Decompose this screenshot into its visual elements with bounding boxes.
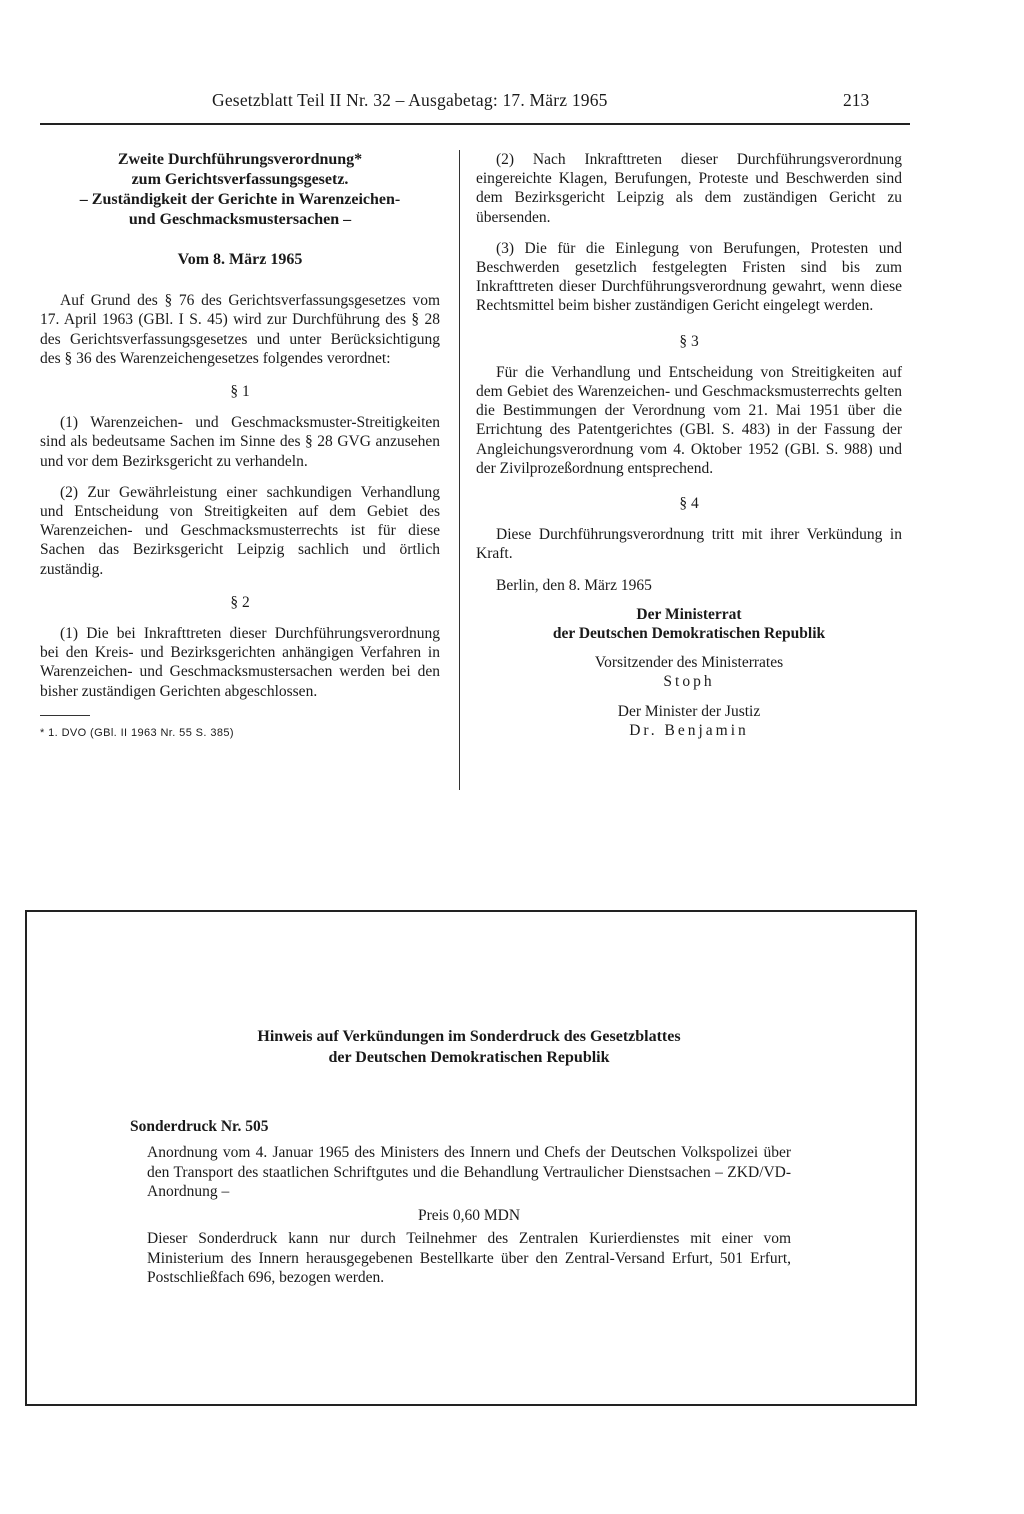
special-print-price: Preis 0,60 MDN [417,1206,521,1224]
section-1-heading: § 1 [230,383,250,401]
place-and-date: Berlin, den 8. März 1965 [496,576,652,594]
section-2-paragraph-2: (2) Nach Inkrafttreten dieser Durchführungsverordnung eingereichte Klagen, Berufungen, Proteste und Beschwerden sind dem Bezirksgericht Leipzig als dem zuständigen Gericht zu übersenden. [476,151,902,226]
decree-title [40,150,440,230]
footnote: * 1. DVO (GBl. II 1963 Nr. 55 S. 385) [40,726,234,739]
section-2-heading: § 2 [230,593,250,611]
section-1-paragraph-2: (2) Zur Gewährleistung einer sachkundigen Verhandlung und Entscheidung von Streitigkeiten auf dem Gebiet des Warenzeichen- und Geschmacksmusterrechts ist für diese Sachen das Bezirksgericht Leipzig sachlich und örtlich zuständig. [40,483,440,578]
section-1-paragraph-1: (1) Warenzeichen- und Geschmacksmuster-Streitigkeiten sind als bedeutsame Sachen im Sinne des § 28 GVG anzusehen und vor dem Bezirksgericht zu verhandeln. [40,414,440,470]
section-2-paragraph-1: (1) Die bei Inkrafttreten dieser Durchführungsverordnung bei den Kreis- und Bezirksgerichten anhängigen Verfahren in Warenzeichen- und Geschmacksmustersachen werden bei den bisher zuständigen Gerichten abgeschlossen. [40,625,440,700]
section-2-paragraph-3: (3) Die für die Einlegung von Berufungen, Protesten und Beschwerden gesetzlich festgelegten Fristen sind bis zum Inkrafttreten dieser Durchführungsverordnung gewahrt, wenn diese Rechtsmittel beim bisher zuständigen Gericht eingelegt werden. [476,239,902,315]
running-header: Gesetzblatt Teil II Nr. 32 – Ausgabetag: 17. März 1965 [212,90,608,110]
special-print-description: Anordnung vom 4. Januar 1965 des Ministers des Innern und Chefs der Deutschen Volkspolizei über den Transport des staatlichen Schriftgutes und die Behandlung Vertraulicher Dienstsachen – ZKD/VD-Anordnung – [147,1144,791,1200]
decree-title-line-1: Zweite Durchführungsverordnung* [117,151,363,168]
decree-subtitle-line-1: – Zuständigkeit der Gerichte in Warenzeichen- [79,191,401,208]
section-3-paragraph-1: Für die Verhandlung und Entscheidung von Streitigkeiten auf dem Gebiet des Warenzeichen- und Geschmacksmusterrechts gelten die Bestimmungen der Verordnung vom 21. Mai 1951 über die Errichtung des Patentgerichtes (GBl. S. 483) in der Fassung der Angleichungsverordnung vom 4. Oktober 1952 (GBl. S. 988) und der Zivilprozeßordnung entsprechend. [476,363,902,477]
right-column [476,150,902,740]
signatory-2-role: Der Minister der Justiz [617,702,761,720]
decree-subtitle-line-2: und Geschmacksmustersachen – [128,211,352,228]
page-number: 213 [843,90,870,110]
footnote-rule [40,715,90,716]
signatory-1-name: Stoph [663,673,715,691]
section-4-heading: § 4 [679,495,699,513]
special-print-body [147,1143,791,1288]
notice-title-line-2: der Deutschen Demokratischen Republik [328,1049,610,1066]
special-print-label: Sonderdruck Nr. 505 [130,1118,269,1135]
column-divider [459,150,460,790]
notice-title [25,1026,913,1068]
authority-line-2: der Deutschen Demokratischen Republik [552,625,826,643]
signatory-1-role: Vorsitzender des Ministerrates [594,654,784,672]
special-print-distribution: Dieser Sonderdruck kann nur durch Teilnehmer des Zentralen Kurierdienstes mit einer vom Ministerium des Innern herausgegebenen Bestellkarte über den Zentral-Versand Erfurt, 501 Erfurt, Postschließfach 696, bezogen werden. [147,1230,791,1286]
decree-date: Vom 8. März 1965 [177,251,303,268]
authority-line-1: Der Ministerrat [636,605,742,623]
notice-title-line-1: Hinweis auf Verkündungen im Sonderdruck des Gesetzblattes [257,1028,681,1045]
header-rule [40,123,910,125]
left-column [40,150,440,743]
section-4-paragraph-1: Diese Durchführungsverordnung tritt mit ihrer Verkündung in Kraft. [476,526,902,563]
section-3-heading: § 3 [679,332,699,350]
signatory-2-name: Dr. Benjamin [629,721,749,739]
decree-title-line-2: zum Gerichtsverfassungsgesetz. [131,171,349,188]
preamble: Auf Grund des § 76 des Gerichtsverfassungsgesetzes vom 17. April 1963 (GBl. I S. 45) wird zur Durchführung des § 28 des Gerichtsverfassungsgesetzes und unter Berücksichtigung des § 36 des Warenzeichengesetzes folgendes verordnet: [40,292,440,367]
